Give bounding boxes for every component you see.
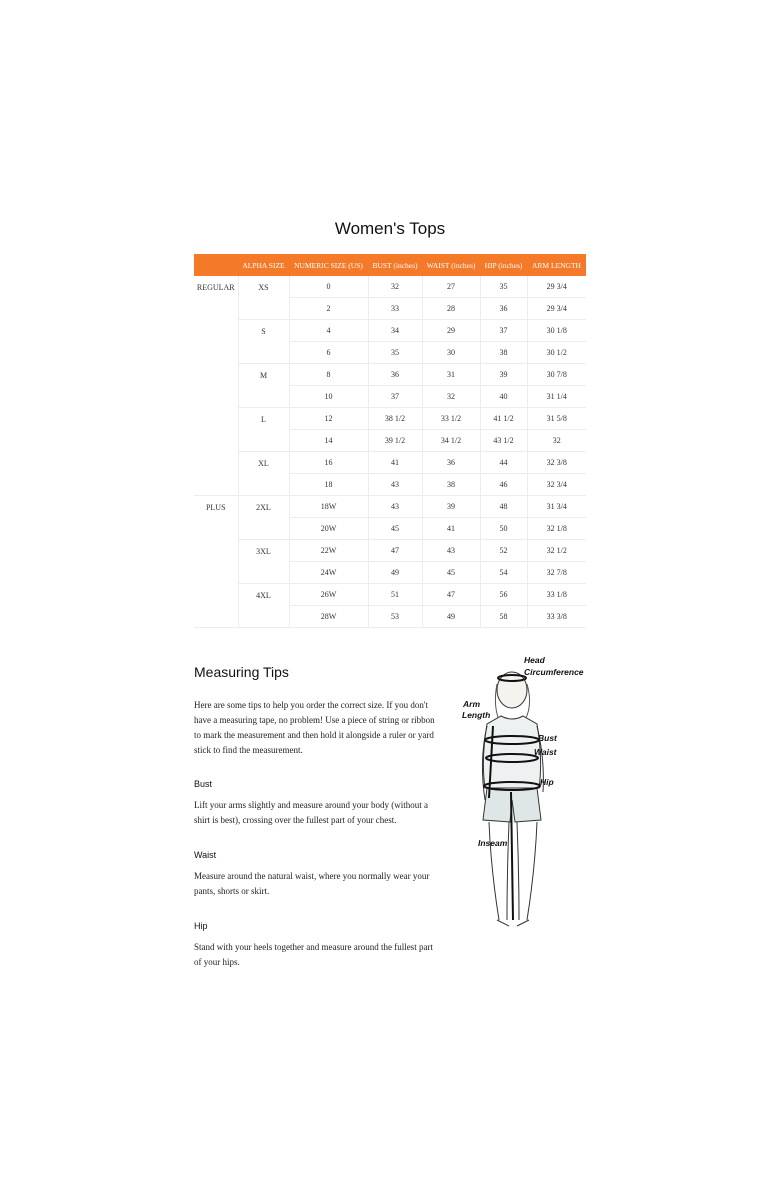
column-header: BUST (inches)	[368, 254, 422, 276]
table-cell: 35	[368, 342, 422, 364]
table-cell: 37	[368, 386, 422, 408]
table-cell: 51	[368, 584, 422, 606]
table-row	[194, 276, 586, 298]
table-cell: 48	[480, 496, 527, 518]
table-cell: 32	[422, 386, 480, 408]
table-row	[194, 496, 586, 518]
table-cell: 32 1/2	[527, 540, 586, 562]
table-cell: 14	[289, 430, 368, 452]
table-cell: 33 1/8	[527, 584, 586, 606]
table-cell: 35	[480, 276, 527, 298]
label-circumference: Circumference	[524, 667, 584, 677]
table-cell: 28	[422, 298, 480, 320]
table-header-row	[194, 254, 586, 276]
table-cell: 30 7/8	[527, 364, 586, 386]
table-cell: 32	[527, 430, 586, 452]
table-cell: 12	[289, 408, 368, 430]
body-illustration	[455, 650, 605, 945]
alpha-size-cell: S	[238, 320, 289, 364]
table-cell: 39	[480, 364, 527, 386]
label-bust: Bust	[538, 733, 557, 743]
table-cell: 37	[480, 320, 527, 342]
table-cell: 32 7/8	[527, 562, 586, 584]
table-cell: 29 3/4	[527, 276, 586, 298]
table-cell: 49	[368, 562, 422, 584]
label-head: Head	[524, 655, 545, 665]
table-cell: 36	[368, 364, 422, 386]
waist-text: Measure around the natural waist, where you normally wear your pants, shorts or skirt.	[194, 871, 430, 896]
table-cell: 31 1/4	[527, 386, 586, 408]
column-header	[194, 254, 238, 276]
alpha-size-cell: 2XL	[238, 496, 289, 540]
size-table-body	[194, 276, 586, 628]
table-cell: 38	[480, 342, 527, 364]
table-cell: 43 1/2	[480, 430, 527, 452]
bust-heading: Bust	[194, 779, 213, 789]
alpha-size-cell: XS	[238, 276, 289, 320]
table-cell: 28W	[289, 606, 368, 628]
table-cell: 43	[422, 540, 480, 562]
table-cell: 0	[289, 276, 368, 298]
label-hip: Hip	[540, 777, 554, 787]
column-header: NUMERIC SIZE (US)	[289, 254, 368, 276]
waist-heading: Waist	[194, 850, 217, 860]
alpha-size-cell: 4XL	[238, 584, 289, 628]
table-cell: 33 1/2	[422, 408, 480, 430]
column-header: ALPHA SIZE	[238, 254, 289, 276]
measurement-figure	[455, 650, 605, 945]
table-cell: 29	[422, 320, 480, 342]
table-cell: 36	[422, 452, 480, 474]
alpha-size-cell: L	[238, 408, 289, 452]
table-cell: 38	[422, 474, 480, 496]
alpha-size-cell: 3XL	[238, 540, 289, 584]
table-cell: 18	[289, 474, 368, 496]
table-cell: 18W	[289, 496, 368, 518]
table-cell: 53	[368, 606, 422, 628]
table-cell: 16	[289, 452, 368, 474]
column-header: ARM LENGTH	[527, 254, 586, 276]
alpha-size-cell: XL	[238, 452, 289, 496]
table-cell: 34 1/2	[422, 430, 480, 452]
table-cell: 56	[480, 584, 527, 606]
table-cell: 32 3/8	[527, 452, 586, 474]
column-header: HIP (inches)	[480, 254, 527, 276]
table-cell: 49	[422, 606, 480, 628]
table-row	[194, 320, 586, 342]
table-cell: 10	[289, 386, 368, 408]
tips-intro: Here are some tips to help you order the correct size. If you don't have a measuring tape, no problem! Use a piece of string or ribbon to mark the measurement and then hold it alongside a ruler or yard stick to find the measurement.	[194, 700, 435, 755]
table-cell: 32 1/8	[527, 518, 586, 540]
table-cell: 2	[289, 298, 368, 320]
table-cell: 43	[368, 474, 422, 496]
tips-title: Measuring Tips	[194, 664, 289, 680]
table-cell: 41	[422, 518, 480, 540]
table-cell: 45	[422, 562, 480, 584]
table-cell: 32 3/4	[527, 474, 586, 496]
table-cell: 31 3/4	[527, 496, 586, 518]
chart-title: Women's Tops	[334, 219, 446, 238]
table-cell: 22W	[289, 540, 368, 562]
table-cell: 39 1/2	[368, 430, 422, 452]
table-cell: 43	[368, 496, 422, 518]
table-cell: 58	[480, 606, 527, 628]
table-row	[194, 452, 586, 474]
table-cell: 40	[480, 386, 527, 408]
table-cell: 52	[480, 540, 527, 562]
label-length: Length	[462, 710, 491, 720]
table-cell: 31	[422, 364, 480, 386]
table-cell: 54	[480, 562, 527, 584]
table-cell: 30 1/8	[527, 320, 586, 342]
table-row	[194, 408, 586, 430]
table-cell: 6	[289, 342, 368, 364]
hip-heading: Hip	[194, 921, 208, 931]
table-cell: 8	[289, 364, 368, 386]
table-cell: 44	[480, 452, 527, 474]
table-cell: 30 1/2	[527, 342, 586, 364]
table-cell: 20W	[289, 518, 368, 540]
category-cell: REGULAR	[194, 276, 238, 496]
table-cell: 4	[289, 320, 368, 342]
table-cell: 33	[368, 298, 422, 320]
table-cell: 27	[422, 276, 480, 298]
table-cell: 24W	[289, 562, 368, 584]
table-cell: 41 1/2	[480, 408, 527, 430]
size-table	[194, 254, 586, 628]
column-header: WAIST (inches)	[422, 254, 480, 276]
table-cell: 29 3/4	[527, 298, 586, 320]
table-cell: 32	[368, 276, 422, 298]
table-cell: 50	[480, 518, 527, 540]
label-arm: Arm	[463, 699, 481, 709]
table-row	[194, 540, 586, 562]
alpha-size-cell: M	[238, 364, 289, 408]
hip-text: Stand with your heels together and measure around the fullest part of your hips.	[194, 942, 433, 967]
table-cell: 46	[480, 474, 527, 496]
table-row	[194, 364, 586, 386]
table-cell: 39	[422, 496, 480, 518]
table-cell: 33 3/8	[527, 606, 586, 628]
table-cell: 47	[368, 540, 422, 562]
label-inseam: Inseam	[478, 838, 508, 848]
table-cell: 41	[368, 452, 422, 474]
table-cell: 31 5/8	[527, 408, 586, 430]
table-cell: 30	[422, 342, 480, 364]
table-cell: 38 1/2	[368, 408, 422, 430]
table-cell: 26W	[289, 584, 368, 606]
table-cell: 47	[422, 584, 480, 606]
table-cell: 45	[368, 518, 422, 540]
bust-text: Lift your arms slightly and measure around your body (without a shirt is best), crossing over the fullest part of your chest.	[194, 800, 428, 825]
table-cell: 36	[480, 298, 527, 320]
table-cell: 34	[368, 320, 422, 342]
category-cell: PLUS	[194, 496, 238, 628]
label-waist: Waist	[534, 747, 557, 757]
table-row	[194, 584, 586, 606]
